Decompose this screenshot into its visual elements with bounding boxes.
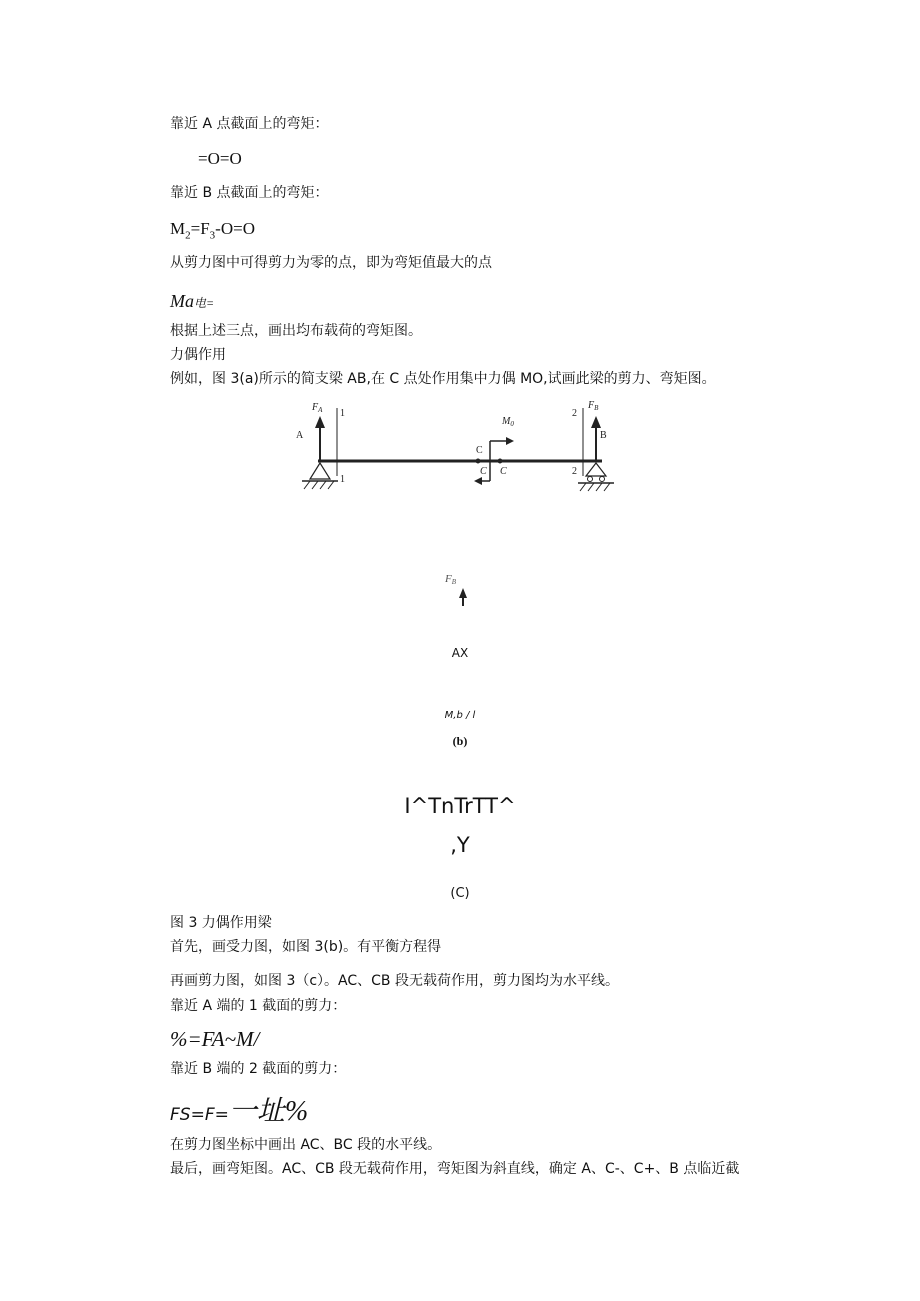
label-b: B [600,430,607,441]
text-line-shear-diagram: 再画剪力图，如图 3（c）。AC、CB 段无载荷作用，剪力图均为水平线。 [170,973,619,989]
text-line-horizontal: 在剪力图坐标中画出 AC、BC 段的水平线。 [170,1137,442,1153]
label-fa: $F_A$ [312,402,323,414]
label-c-plus: C [500,466,507,477]
label-a: A [296,430,304,441]
svg-text:FB: FB [445,573,457,586]
text-line-example: 例如，图 3(a)所示的简支梁 AB,在 C 点处作用集中力偶 MO,试画此梁的剪力、弯矩图。 [170,371,716,387]
label-section-1-top: 1 [340,408,345,419]
figure-c-line-1: I^TnTrTT^ [404,794,516,818]
label-m0: $M_0$ [502,416,514,428]
label-c-minus: C [480,466,487,477]
label-section-2-top: 2 [572,408,577,419]
formula-line-max: Ma电= [170,291,215,311]
text-line-draw-moment: 根据上述三点，画出均布载荷的弯矩图。 [170,323,422,339]
formula-shear-b: FS=F=一址% [170,1096,309,1127]
figure-c-caption: (C) [450,886,470,901]
text-line-shear-a: 靠近 A 端的 1 截面的剪力： [170,998,347,1014]
label-fb: $F_B$ [588,400,599,412]
text-line-moment-diagram: 最后，画弯矩图。AC、CB 段无载荷作用，弯矩图为斜直线，确定 A、C-、C+、B 点临近截 [170,1161,740,1177]
text-line-moment-a: 靠近 A 点截面上的弯矩： [170,116,329,132]
section-heading-couple: 力偶作用 [170,347,226,363]
figure-3-caption: 图 3 力偶作用梁 [170,915,272,931]
label-section-1-bottom: 1 [340,474,345,485]
figure-b-ax: AX [451,646,469,660]
figure-b-moment-label: M,b / l [444,710,476,721]
beam-diagram-figure-a [290,396,630,506]
label-section-2-bottom: 2 [572,466,577,477]
support-pin-a [310,463,330,479]
force-arrow-fb [443,568,473,610]
figure-b-caption: (b) [452,734,468,748]
label-c: C [476,445,483,456]
formula-line-2: $M_2=F_3-O=O$ [170,219,255,242]
text-line-shear-b: 靠近 B 端的 2 截面的剪力： [170,1061,347,1077]
text-line-free-body: 首先，画受力图，如图 3(b)。有平衡方程得 [170,939,442,955]
formula-shear-a: %=FA~M/ [170,1027,260,1051]
figure-c-line-2: ,Y [450,833,470,857]
formula-line-1: =O=O [198,149,242,168]
text-line-moment-b: 靠近 B 点截面上的弯矩： [170,185,329,201]
support-roller-b [586,463,606,476]
text-line-shear-zero: 从剪力图中可得剪力为零的点，即为弯矩值最大的点 [170,255,492,271]
